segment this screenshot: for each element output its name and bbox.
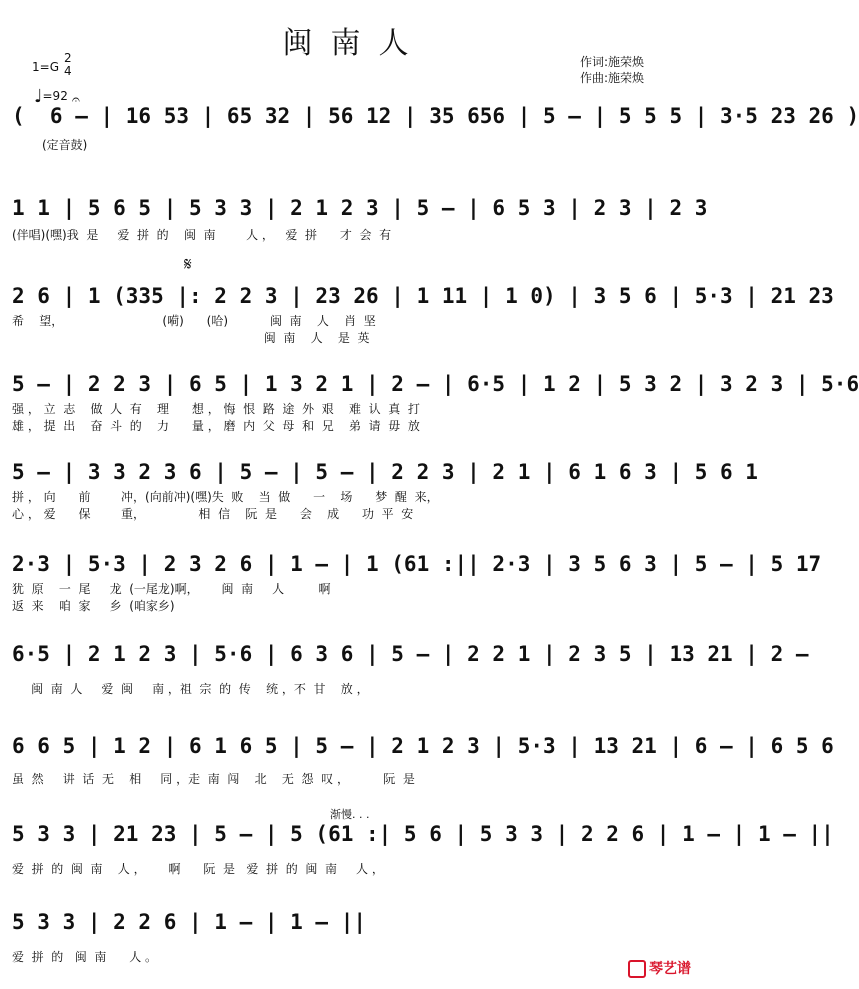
time-bottom: 4 bbox=[64, 64, 72, 78]
notation-line: 5 3 3 | 2 2 6 | 1 — | 1 — || bbox=[12, 910, 367, 934]
lyric-line: 闽 南 人 是 英 bbox=[12, 331, 370, 345]
notation-line: 6·5 | 2 1 2 3 | 5·6 | 6 3 6 | 5 — | 2 2 1 | 2 3 5 | 13 21 | 2 — bbox=[12, 642, 809, 666]
song-title: 闽南人 bbox=[282, 26, 427, 61]
lyric-line: 雄 ， 提 出 奋 斗 的 力 量 ， 磨 内 父 母 和 兄 弟 请 毋 放 bbox=[12, 419, 420, 433]
fermata-icon: 𝄐 bbox=[72, 92, 80, 108]
time-top: 2 bbox=[64, 51, 72, 65]
score-row bbox=[12, 910, 698, 965]
notation-line: 6 6 5 | 1 2 | 6 1 6 5 | 5 — | 2 1 2 3 | 5·3 | 13 21 | 6 — | 6 5 6 bbox=[12, 734, 834, 758]
lyric-line: 犹 原 一 尾 龙 (一尾龙)啊， 闽 南 人 啊 bbox=[12, 582, 331, 596]
score-row bbox=[12, 284, 834, 346]
notation-line: 2·3 | 5·3 | 2 3 2 6 | 1 — | 1 (61 :|| 2·3 | 3 5 6 3 | 5 — | 5 17 bbox=[12, 552, 822, 576]
score-row bbox=[12, 642, 809, 697]
score-row bbox=[12, 734, 834, 787]
lyric-line: 返 来 咱 家 乡 (咱家乡) bbox=[12, 599, 175, 613]
lyric-line: 心 ， 爱 保 重， 相 信 阮 是 会 成 功 平 安 bbox=[12, 507, 414, 521]
notation-line: 5 — | 2 2 3 | 6 5 | 1 3 2 1 | 2 — | 6·5 | 1 2 | 5 3 2 | 3 2 3 | 5·6 bbox=[12, 372, 859, 396]
segno-icon: 𝄋 bbox=[184, 254, 192, 275]
lyric-line: 强 ， 立 志 做 人 有 理 想 ， 悔 恨 路 途 外 艰 难 认 真 打 bbox=[12, 402, 420, 416]
quarter-note-icon: ♩ bbox=[34, 86, 43, 107]
score-row bbox=[12, 822, 834, 877]
notation-line: 2 6 | 1 (335 |: 2 2 3 | 23 26 | 1 11 | 1 0) | 3 5 6 | 5·3 | 21 23 bbox=[12, 284, 834, 308]
score-row bbox=[12, 372, 859, 434]
lyric-line: 闽 南 人 爱 闽 南 ，祖 宗 的 传 统 ，不 甘 放 ， bbox=[12, 682, 369, 696]
score-row bbox=[12, 104, 859, 153]
lyric-line: 虽 然 讲 话 无 相 同 ，走 南 闯 北 无 怨 叹 ， 阮 是 bbox=[12, 772, 415, 786]
score-row bbox=[12, 196, 708, 243]
notation-line: 1 1 | 5 6 5 | 5 3 3 | 2 1 2 3 | 5 — | 6 5 3 | 2 3 | 2 3 bbox=[12, 196, 708, 220]
lyric-line: (伴唱)(嘿)我 是 爱 拼 的 闽 南 人 ， 爱 拼 才 会 有 bbox=[12, 228, 392, 242]
lyric-line: 拼 ， 向 前 冲，(向前冲)(嘿)失 败 当 做 一 场 梦 醒 来， bbox=[12, 490, 439, 504]
composer: 作曲:施荣焕 bbox=[580, 71, 645, 85]
notation-line: ( 6 — | 16 53 | 65 32 | 56 12 | 35 656 | 5 — | 5 5 5 | 3·5 23 26 ) bbox=[12, 104, 859, 128]
lyric-line: 爱 拼 的 闽 南 人 ， 啊 阮 是 爱 拼 的 闽 南 人 ， bbox=[12, 862, 384, 876]
time-signature bbox=[64, 52, 72, 78]
notation-line: 5 3 3 | 21 23 | 5 — | 5 (61 :| 5 6 | 5 3 3 | 2 2 6 | 1 — | 1 — || bbox=[12, 822, 834, 846]
credits bbox=[580, 54, 644, 86]
score-row bbox=[12, 460, 758, 522]
tempo-value: =92 bbox=[42, 89, 68, 103]
notation-line: 5 — | 3 3 2 3 6 | 5 — | 5 — | 2 2 3 | 2 1 | 6 1 6 3 | 5 6 1 bbox=[12, 460, 758, 484]
watermark-text: 琴艺谱 bbox=[649, 961, 691, 977]
watermark-logo bbox=[628, 958, 691, 978]
lyric-line: 爱 拼 的 闽 南 人 。 bbox=[12, 950, 158, 964]
logo-icon bbox=[628, 960, 646, 978]
tempo-change-marking: 渐慢. . . bbox=[330, 808, 370, 821]
lyric-line: 希 望， (嗬) (哈) 闽 南 人 肖 坚 bbox=[12, 314, 376, 328]
lyricist: 作词:施荣焕 bbox=[580, 55, 645, 69]
key-signature: 1=G bbox=[32, 60, 59, 74]
score-row bbox=[12, 552, 822, 614]
lyric-line: (定音鼓) bbox=[42, 138, 88, 152]
